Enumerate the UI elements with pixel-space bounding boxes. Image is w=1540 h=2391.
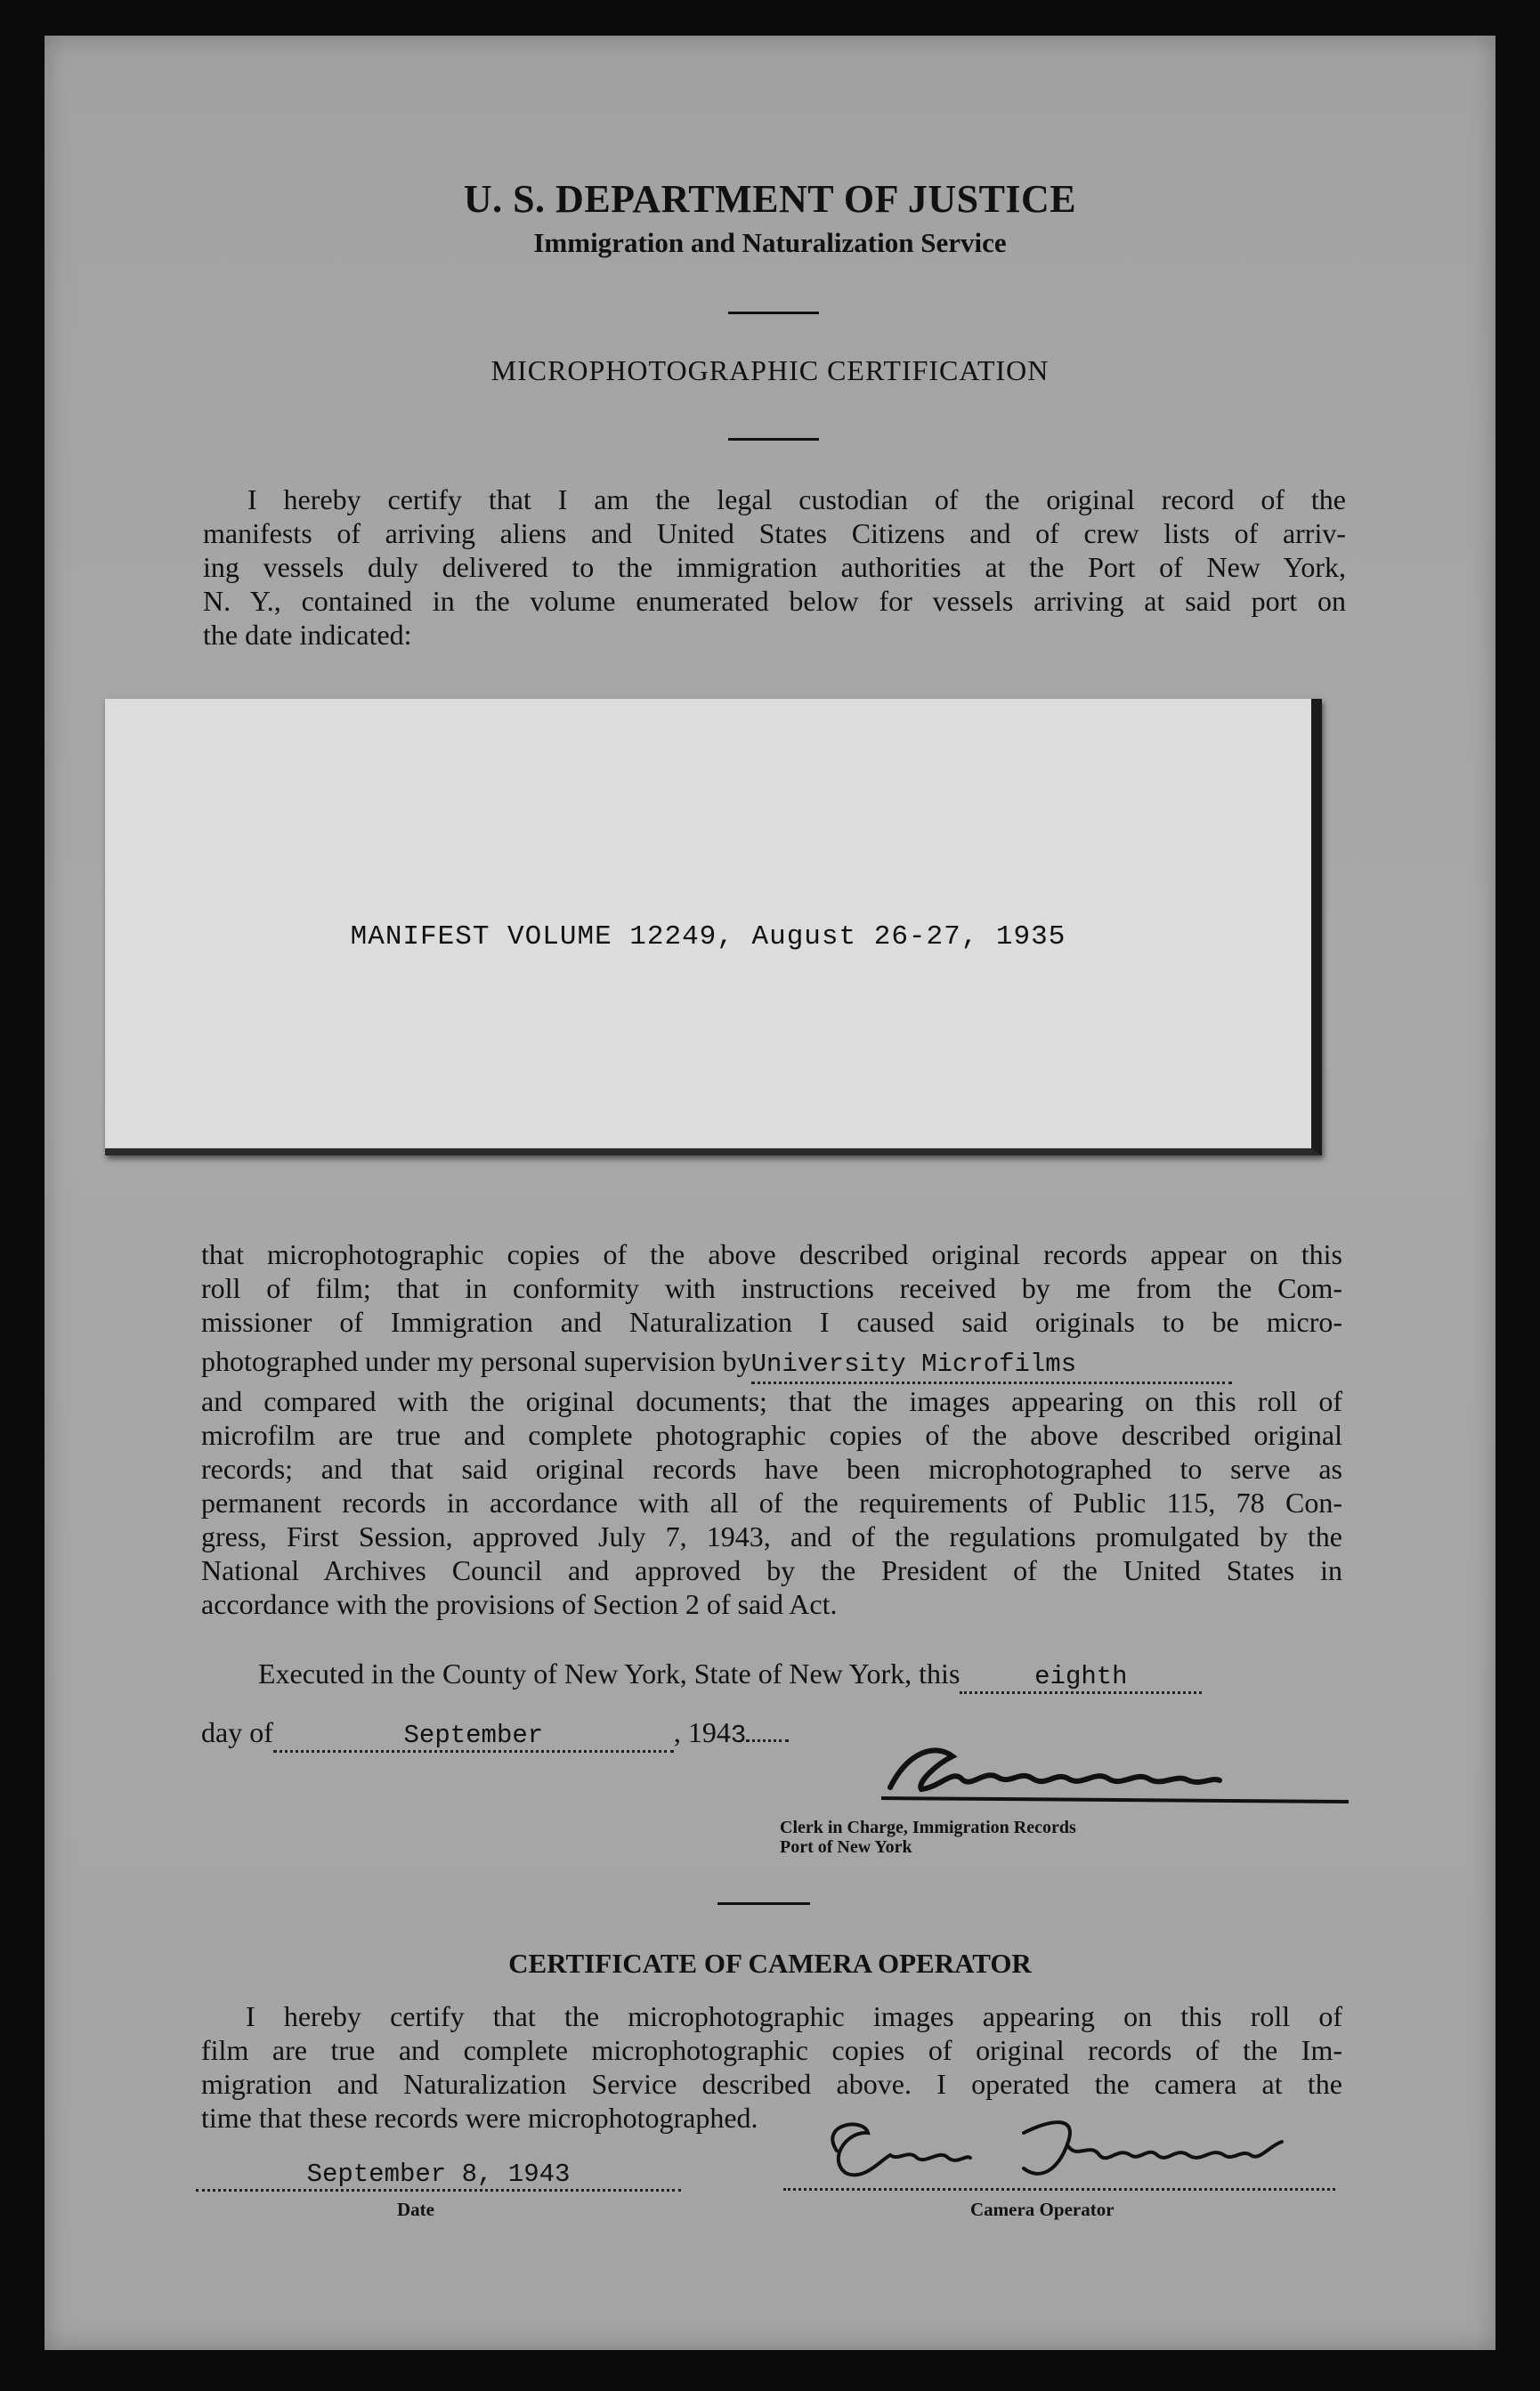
- supervision-name: University Microfilms: [750, 1349, 1077, 1379]
- day-of-label: day of: [201, 1716, 273, 1748]
- clerk-title-line2: Port of New York: [780, 1837, 912, 1857]
- department-heading: U. S. DEPARTMENT OF JUSTICE: [463, 177, 1077, 221]
- executed-line: [258, 1657, 1202, 1694]
- supervision-field: [751, 1344, 1232, 1384]
- text-line: and compared with the original documents; that the images appearing on this roll of: [201, 1385, 1342, 1417]
- certification-title: MICROPHOTOGRAPHIC CERTIFICATION: [490, 354, 1050, 386]
- supervision-prefix: photographed under my personal supervision by: [201, 1345, 751, 1377]
- text-line: the date indicated:: [203, 619, 412, 651]
- text-line: National Archives Council and approved by the President of the United States in: [201, 1554, 1342, 1586]
- text-line: I hereby certify that I am the legal custodian of the original record of the: [247, 483, 1346, 515]
- divider: [728, 312, 819, 314]
- day-value: eighth: [1034, 1662, 1128, 1691]
- day-field: [960, 1657, 1202, 1694]
- text-line: I hereby certify that the microphotographic images appearing on this roll of: [246, 2000, 1342, 2032]
- text-line: migration and Naturalization Service described above. I operated the camera at the: [201, 2068, 1342, 2100]
- operator-field: [783, 2106, 1335, 2191]
- divider: [728, 438, 819, 441]
- date-field: [196, 2160, 681, 2192]
- clerk-title-line1: Clerk in Charge, Immigration Records: [780, 1818, 1076, 1837]
- text-line: gress, First Session, approved July 7, 1943, and of the regulations promulgated by the: [201, 1520, 1342, 1552]
- text-line: permanent records in accordance with all of the requirements of Public 115, 78 Con-: [201, 1487, 1342, 1519]
- volume-label: MANIFEST VOLUME 12249, August 26-27, 1935: [350, 921, 1066, 952]
- camera-heading: CERTIFICATE OF CAMERA OPERATOR: [508, 1948, 1032, 1979]
- divider: [717, 1902, 810, 1905]
- text-line: microfilm are true and complete photographic copies of the above described original: [201, 1419, 1342, 1451]
- body-paragraph: [201, 1237, 1342, 1621]
- month-field: [273, 1716, 674, 1753]
- clerk-signature-mark: [855, 1734, 1353, 1814]
- text-line: ing vessels duly delivered to the immigration authorities at the Port of New York,: [203, 551, 1346, 583]
- text-line: manifests of arriving aliens and United States Citizens and of crew lists of arriv-: [203, 517, 1346, 549]
- month-value: September: [403, 1721, 544, 1750]
- text-line: missioner of Immigration and Naturalization I caused said originals to be micro-: [201, 1306, 1342, 1338]
- text-line: time that these records were microphotographed.: [201, 2102, 758, 2134]
- text-line: records; and that said original records have been microphotographed to serve as: [201, 1453, 1342, 1485]
- text-line: roll of film; that in conformity with instructions received by me from the Com-: [201, 1272, 1342, 1304]
- year-prefix: , 194: [673, 1716, 731, 1748]
- day-of-line: [201, 1716, 789, 1753]
- volume-card: [105, 699, 1322, 1155]
- executed-prefix: Executed in the County of New York, State of New York, this: [258, 1657, 960, 1690]
- operator-signature-mark: [783, 2106, 1335, 2188]
- text-line: film are true and complete microphotographic copies of original records of the Im-: [201, 2034, 1342, 2066]
- text-line: accordance with the provisions of Section 2 of said Act.: [201, 1588, 838, 1620]
- text-line: N. Y., contained in the volume enumerated below for vessels arriving at said port on: [203, 585, 1346, 617]
- text-line: that microphotographic copies of the above described original records appear on this: [201, 1238, 1342, 1270]
- service-heading: Immigration and Naturalization Service: [533, 227, 1007, 258]
- clerk-signature: [855, 1734, 1353, 1814]
- year-dots: [746, 1739, 789, 1742]
- date-label: Date: [397, 2199, 434, 2220]
- intro-paragraph: [203, 482, 1346, 652]
- supervision-line: [201, 1344, 1342, 1384]
- operator-label: Camera Operator: [970, 2199, 1114, 2220]
- year-digit: 3: [730, 1721, 747, 1750]
- date-value: September 8, 1943: [306, 2160, 571, 2189]
